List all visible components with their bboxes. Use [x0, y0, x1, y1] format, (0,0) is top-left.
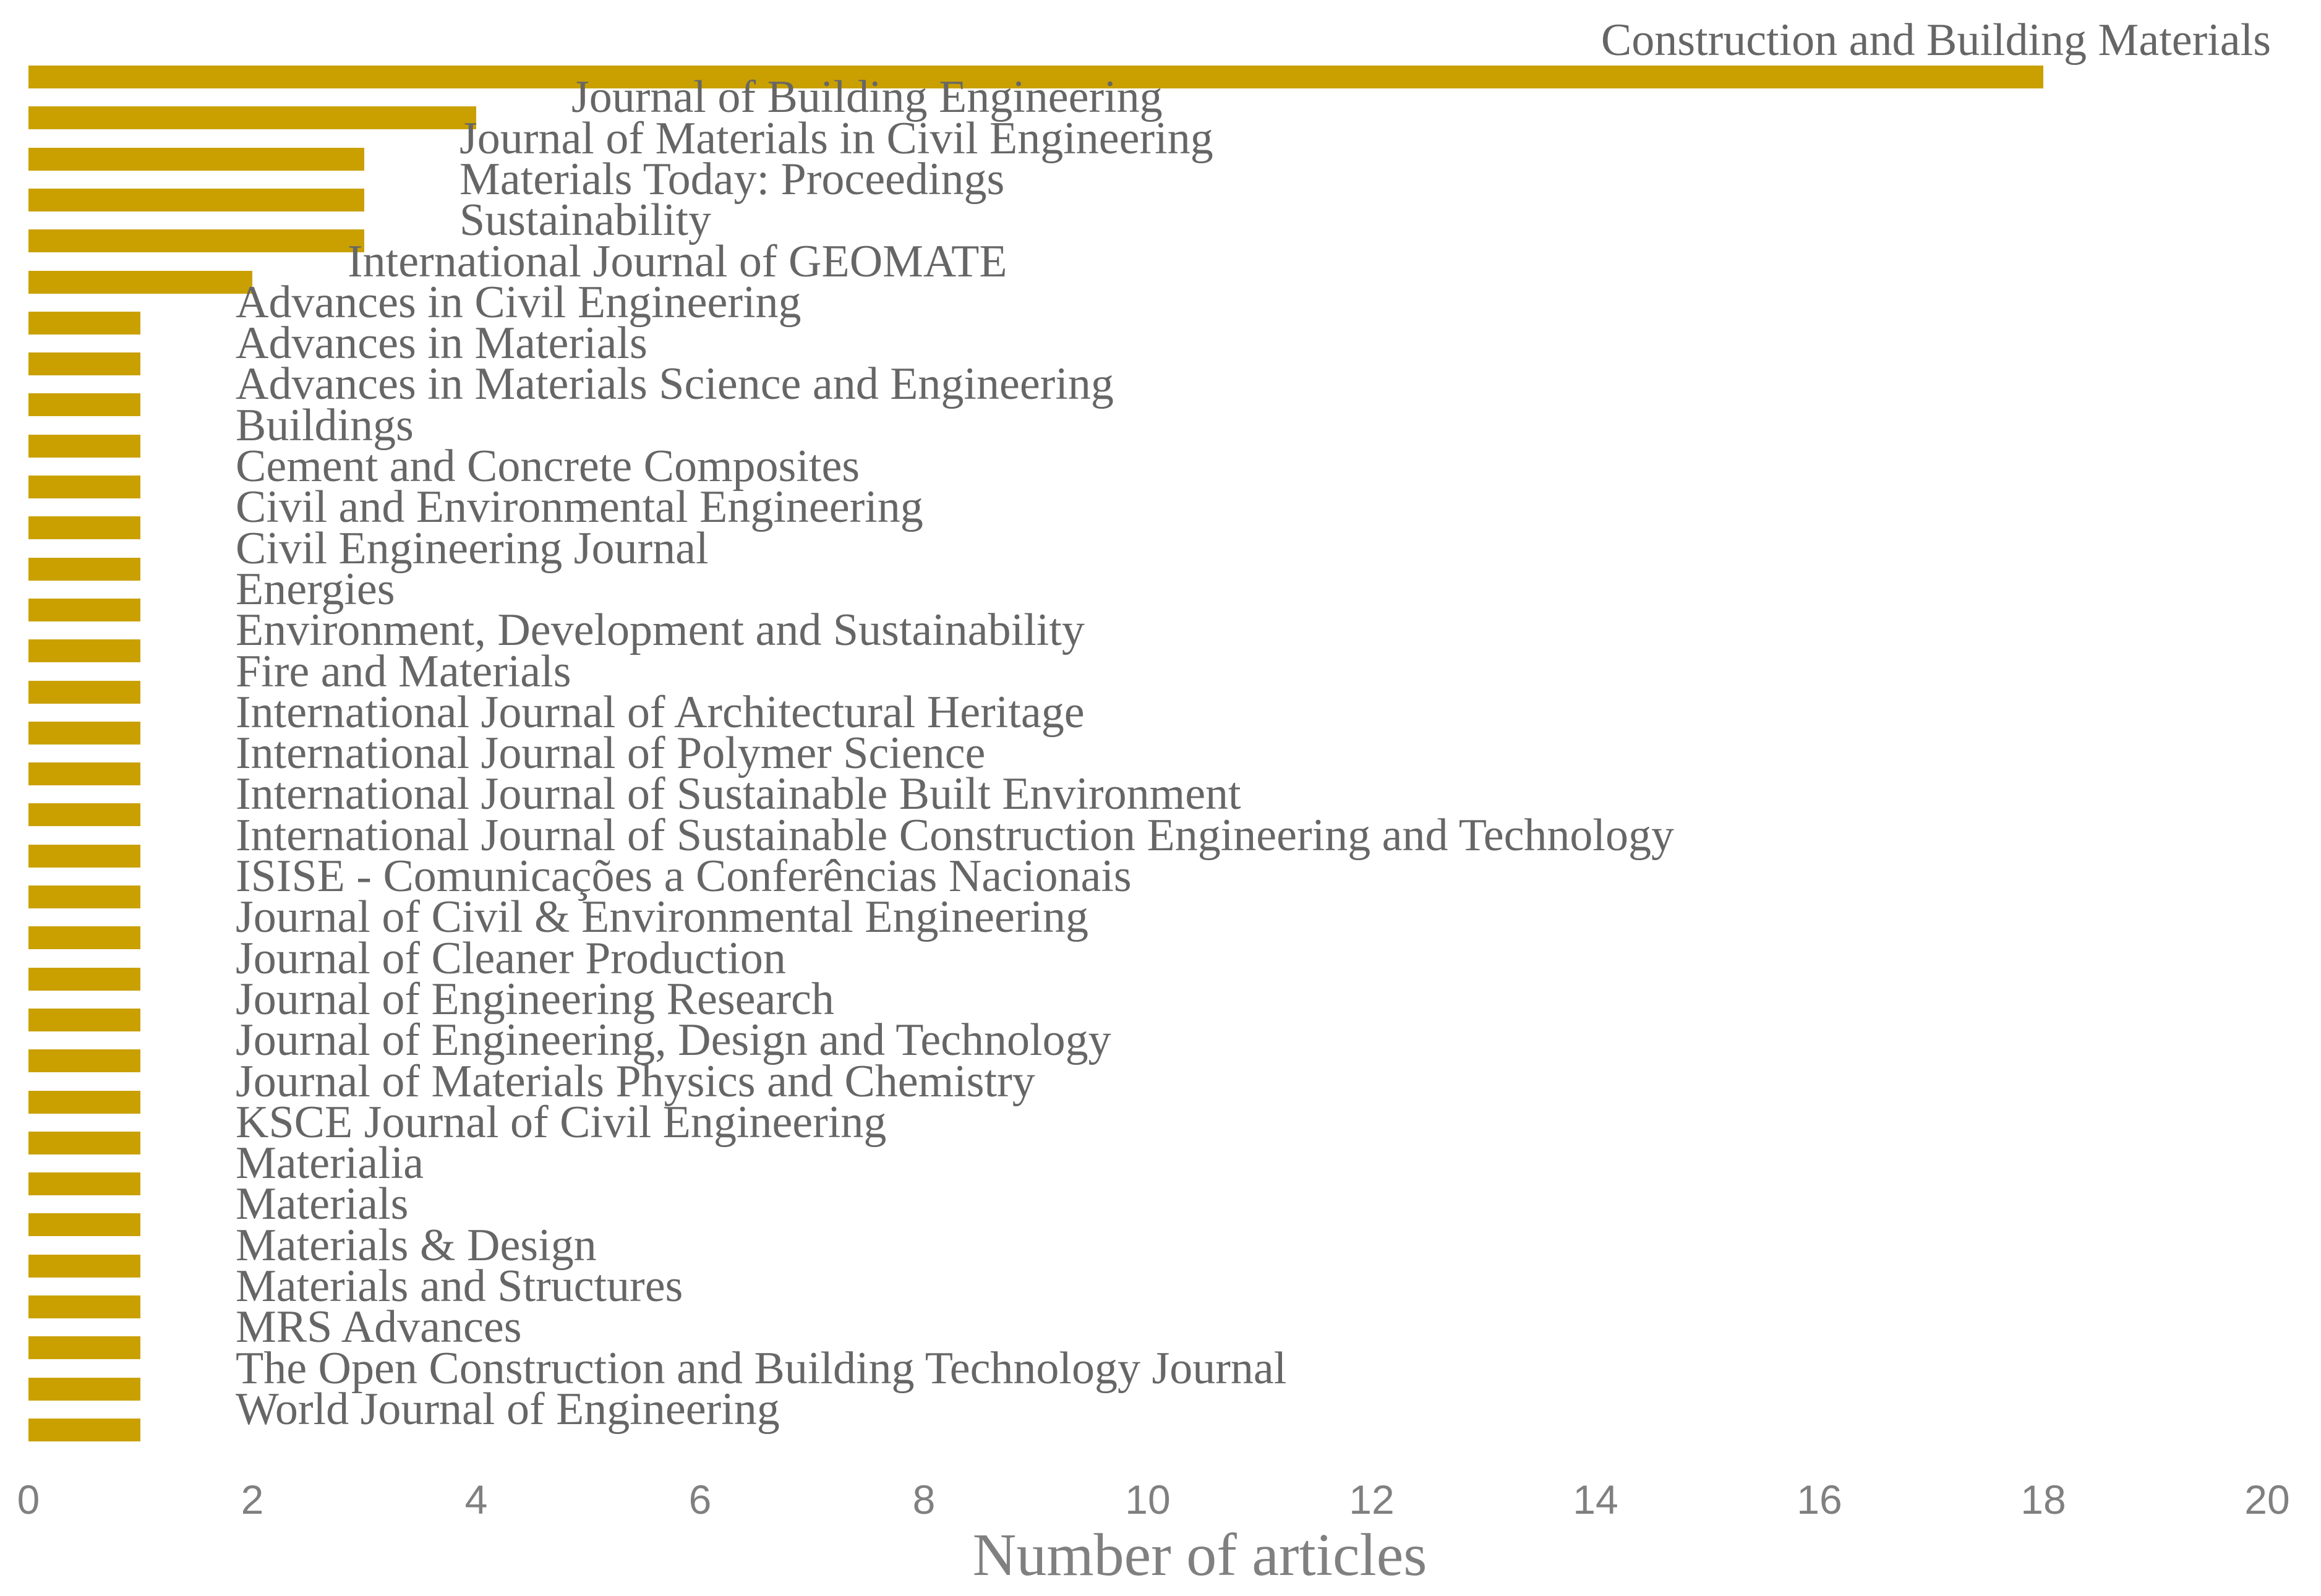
bar: [28, 1213, 140, 1236]
bar-label: Advances in Materials Science and Engineering: [236, 359, 1114, 410]
bar: [28, 1132, 140, 1154]
bar: [28, 1295, 140, 1318]
bar-label: Construction and Building Materials: [1601, 15, 2271, 66]
x-tick-label: 0: [17, 1477, 40, 1522]
bar: [28, 229, 364, 252]
bar-label: Journal of Civil & Environmental Engineering: [236, 892, 1089, 943]
x-tick-label: 18: [2020, 1477, 2066, 1522]
bar: [28, 926, 140, 949]
bar-label: Materials Today: Proceedings: [459, 153, 1005, 205]
bar: [28, 352, 140, 375]
x-tick-label: 2: [241, 1477, 264, 1522]
bar: [28, 1419, 140, 1441]
bar: [28, 106, 476, 129]
bar-label: Cement and Concrete Composites: [236, 441, 860, 492]
bar-label: International Journal of Polymer Science: [236, 728, 986, 779]
bar: [28, 435, 140, 458]
bar: [28, 639, 140, 662]
bar: [28, 681, 140, 704]
bar-label: Journal of Engineering, Design and Technology: [236, 1015, 1111, 1066]
x-tick-label: 10: [1125, 1477, 1171, 1522]
bar: [28, 968, 140, 991]
bar: [28, 1255, 140, 1278]
bar: [28, 1049, 140, 1072]
bar: [28, 599, 140, 621]
bar-label: Materials and Structures: [236, 1261, 683, 1312]
bar-label: International Journal of GEOMATE: [348, 236, 1007, 287]
bar-label: Materials & Design: [236, 1219, 597, 1271]
x-tick-label: 8: [912, 1477, 936, 1522]
bar: [28, 393, 140, 416]
bar: [28, 1091, 140, 1114]
x-tick-label: 12: [1349, 1477, 1395, 1522]
bar: [28, 762, 140, 785]
bar: [28, 803, 140, 826]
bar-label: Journal of Cleaner Production: [236, 932, 786, 984]
x-tick-label: 20: [2244, 1477, 2290, 1522]
bar-label: Fire and Materials: [236, 646, 571, 697]
bar: [28, 312, 140, 335]
bar: [28, 1336, 140, 1359]
bar-label: MRS Advances: [236, 1302, 522, 1353]
bar-label: Sustainability: [459, 195, 711, 246]
bar-label: Materials: [236, 1179, 409, 1230]
bar: [28, 1009, 140, 1031]
bar: [28, 722, 140, 745]
bar-label: Energies: [236, 563, 395, 615]
bar-label: Civil and Environmental Engineering: [236, 482, 923, 533]
x-tick-label: 14: [1573, 1477, 1618, 1522]
x-tick-label: 6: [688, 1477, 712, 1522]
bar: [28, 189, 364, 211]
bar-label: Environment, Development and Sustainability: [236, 605, 1085, 656]
bar-label: International Journal of Architectural Heritage: [236, 686, 1085, 738]
bar-label: Advances in Materials: [236, 318, 648, 369]
bar-label: Buildings: [236, 399, 414, 451]
bar: [28, 885, 140, 908]
bar-label: KSCE Journal of Civil Engineering: [236, 1096, 887, 1148]
x-axis-title: Number of articles: [972, 1522, 1427, 1589]
bar-label: Materialia: [236, 1138, 424, 1189]
bar-label: Journal of Engineering Research: [236, 973, 834, 1025]
bar-label: Journal of Materials Physics and Chemistry: [236, 1056, 1035, 1107]
bar-label: The Open Construction and Building Technology Journal: [236, 1342, 1287, 1394]
bar: [28, 476, 140, 498]
bar-label: World Journal of Engineering: [236, 1383, 780, 1435]
bar: [28, 271, 252, 294]
bar: [28, 558, 140, 581]
bar: [28, 1172, 140, 1195]
bar-label: Civil Engineering Journal: [236, 523, 709, 574]
bar-label: International Journal of Sustainable Built Environment: [236, 769, 1241, 820]
bar: [28, 516, 140, 539]
bar-label: ISISE - Comunicações a Conferências Nacionais: [236, 851, 1132, 902]
x-tick-label: 4: [464, 1477, 488, 1522]
x-tick-label: 16: [1797, 1477, 1842, 1522]
bar-label: International Journal of Sustainable Construction Engineering and Technology: [236, 809, 1674, 861]
bar: [28, 845, 140, 868]
bar: [28, 1378, 140, 1401]
bar-label: Journal of Materials in Civil Engineering: [459, 113, 1213, 164]
bar-label: Journal of Building Engineering: [571, 72, 1163, 123]
bar-label: Advances in Civil Engineering: [236, 276, 801, 328]
bar: [28, 148, 364, 171]
